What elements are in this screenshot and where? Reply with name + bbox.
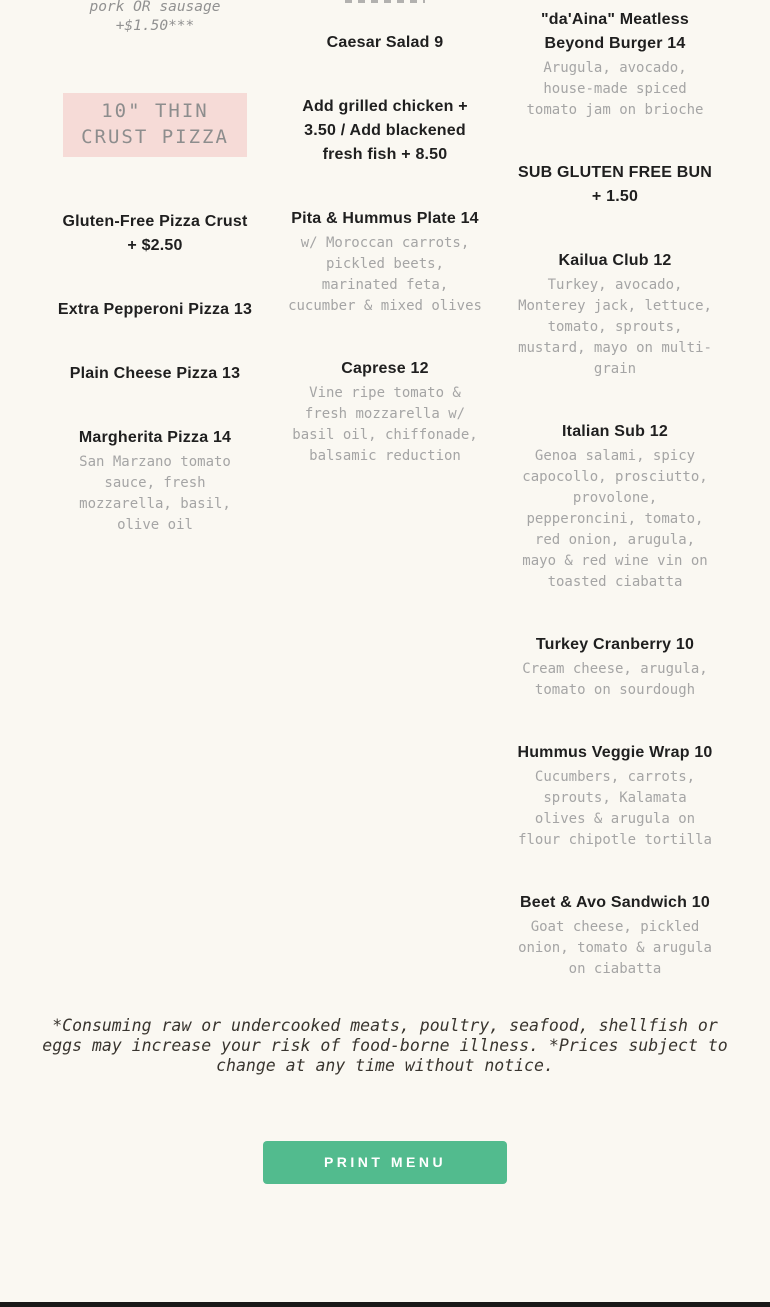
menu-item	[516, 161, 714, 209]
menu-item-title: Beet & Avo Sandwich 10	[520, 894, 710, 911]
consumer-advisory-disclaimer: *Consuming raw or undercooked meats, poultry, seafood, shellfish or eggs may increase your risk of food-borne illness. *Prices subject to change at any time without notice.	[42, 1016, 728, 1075]
menu-item-title: Caesar Salad 9	[326, 34, 444, 51]
menu-column-sandwiches	[500, 0, 730, 1020]
menu-column-salads-plates	[270, 0, 500, 1020]
menu-item-description: Arugula, avocado, house-made spiced tomato jam on brioche	[526, 60, 704, 118]
menu-item	[516, 633, 714, 701]
menu-item	[286, 357, 484, 467]
menu-item-title: Extra Pepperoni Pizza 13	[57, 301, 253, 318]
menu-item	[286, 95, 484, 167]
print-menu-button[interactable]: PRINT MENU	[263, 1141, 507, 1184]
menu-item-description: San Marzano tomato sauce, fresh mozzarella, basil, olive oil	[79, 454, 231, 533]
menu-item	[56, 426, 254, 536]
menu-grid	[40, 0, 730, 1020]
menu-item-description: w/ Moroccan carrots, pickled beets, marinated feta, cucumber & mixed olives	[288, 235, 482, 314]
menu-item	[56, 298, 254, 322]
menu-item-title: Turkey Cranberry 10	[535, 636, 695, 653]
footer-dark-bar	[0, 1302, 770, 1307]
menu-item-description: Cucumbers, carrots, sprouts, Kalamata olives & arugula on flour chipotle tortilla	[518, 769, 712, 848]
menu-item-title: Gluten-Free Pizza Crust + $2.50	[62, 213, 248, 254]
menu-item-title: Kailua Club 12	[558, 252, 672, 269]
menu-item	[516, 891, 714, 980]
menu-column-pizza	[40, 0, 270, 1020]
menu-item-title: "da'Aina" Meatless Beyond Burger 14	[541, 11, 689, 52]
menu-item	[286, 207, 484, 317]
menu-item	[516, 741, 714, 851]
menu-item-description: Vine ripe tomato & fresh mozzarella w/ basil oil, chiffonade, balsamic reduction	[292, 385, 478, 464]
menu-item	[56, 362, 254, 386]
menu-item-title: Add grilled chicken + 3.50 / Add blackened fresh fish + 8.50	[302, 98, 468, 163]
menu-item-title: Pita & Hummus Plate 14	[291, 210, 479, 227]
menu-item-title: SUB GLUTEN FREE BUN + 1.50	[517, 164, 713, 205]
menu-item-description: Genoa salami, spicy capocollo, prosciutto, provolone, pepperoncini, tomato, red onion, arugula, mayo & red wine vin on toasted ciabatta	[522, 448, 708, 590]
menu-item	[516, 420, 714, 593]
pizza-item-list	[56, 210, 254, 536]
cropped-text-remnant	[345, 0, 425, 3]
menu-item-description: Cream cheese, arugula, tomato on sourdough	[522, 661, 708, 698]
menu-item	[56, 210, 254, 258]
sandwiches-item-list	[516, 8, 714, 980]
menu-item-title: Plain Cheese Pizza 13	[69, 365, 241, 382]
menu-item	[286, 31, 484, 55]
menu-item-title: Hummus Veggie Wrap 10	[517, 744, 713, 761]
salads-item-list	[286, 31, 484, 467]
section-header-thin-crust-pizza: 10" THIN CRUST PIZZA	[63, 93, 247, 157]
menu-item	[516, 249, 714, 380]
menu-item	[516, 8, 714, 121]
cropped-topping-note: pork OR sausage +$1.50***	[89, 0, 221, 34]
menu-item-description: Turkey, avocado, Monterey jack, lettuce, tomato, sprouts, mustard, mayo on multi-grain	[518, 277, 712, 377]
menu-item-description: Goat cheese, pickled onion, tomato & arugula on ciabatta	[518, 919, 712, 977]
menu-item-title: Italian Sub 12	[562, 423, 668, 440]
menu-item-title: Caprese 12	[341, 360, 429, 377]
menu-item-title: Margherita Pizza 14	[78, 429, 232, 446]
